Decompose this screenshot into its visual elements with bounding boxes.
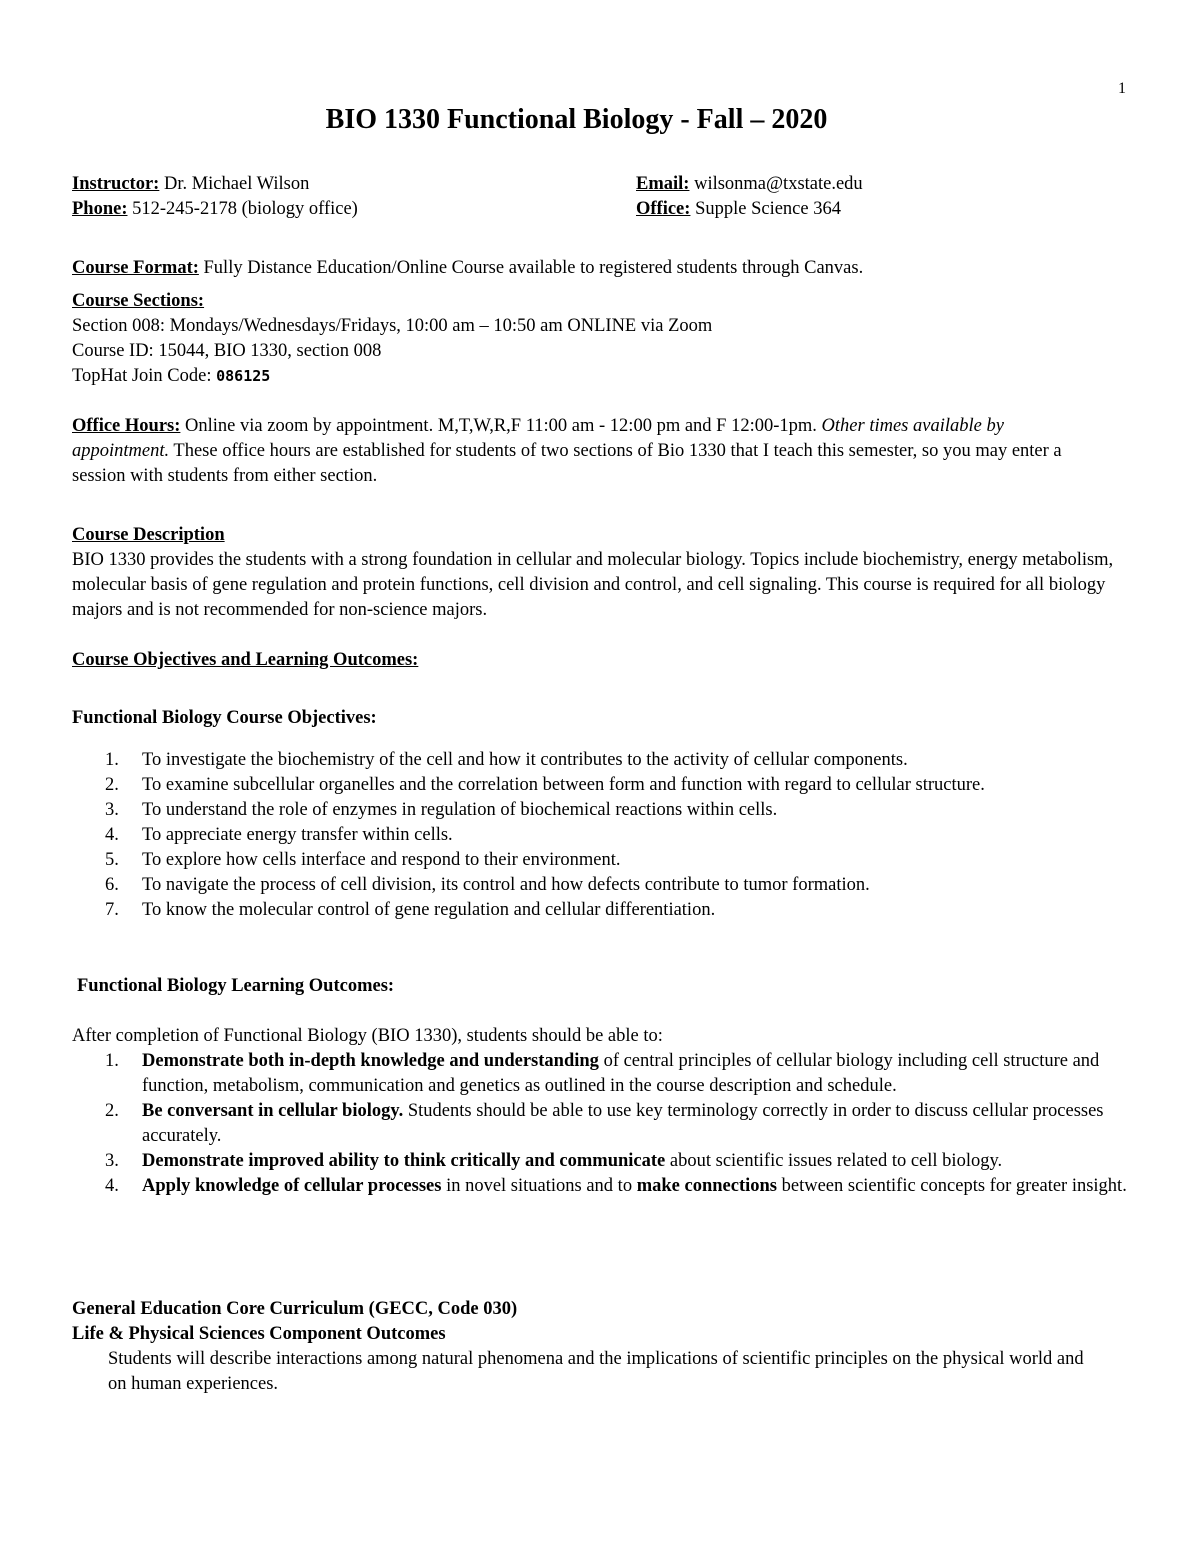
phone-value: 512-245-2178 (biology office): [127, 199, 358, 219]
office-hours-text: Online via zoom by appointment. M,T,W,R,F 11:00 am - 12:00 pm and F 12:00-1pm.: [180, 416, 822, 436]
outcomes-intro: After completion of Functional Biology (BIO 1330), students should be able to:: [72, 1026, 663, 1046]
gecc-text: Students will describe interactions among natural phenomena and the implications of scientific principles on the physical world and on human experiences.: [108, 1349, 1084, 1394]
document-title: BIO 1330 Functional Biology - Fall – 2020: [325, 104, 828, 135]
course-description-text: BIO 1330 provides the students with a strong foundation in cellular and molecular biology. Topics include biochemistry, energy metabolism, molecular basis of gene regulation and protein functions, cell division and control, and cell signaling. This course is required for all biology majors and is not recommended for non-science majors.: [72, 550, 1114, 620]
email-line: [636, 172, 863, 197]
course-sections: [72, 289, 1132, 389]
course-format-label: Course Format:: [72, 258, 199, 278]
tophat-line: [72, 364, 1132, 389]
phone-line: [72, 197, 358, 222]
page-number: 1: [1118, 80, 1126, 97]
list-item: 4. Apply knowledge of cellular processes in novel situations and to make connections between scientific concepts for greater insight.: [105, 1176, 1127, 1196]
instructor-line: [72, 172, 309, 197]
objectives-list: [72, 748, 1072, 923]
course-format-value: Fully Distance Education/Online Course available to registered students through Canvas.: [198, 258, 864, 278]
gecc-heading: General Education Core Curriculum (GECC, Code 030): [72, 1299, 518, 1319]
office-value: Supple Science 364: [690, 199, 841, 219]
office-hours-italic: Other times available by appointment.: [72, 416, 1004, 461]
list-item: 1. To investigate the biochemistry of the cell and how it contributes to the activity of cellular components.: [105, 750, 908, 770]
email-label: Email:: [636, 174, 690, 194]
list-item: 4. To appreciate energy transfer within cells.: [105, 825, 453, 845]
objectives-outcomes-heading: Course Objectives and Learning Outcomes:: [72, 650, 419, 670]
section-line: Section 008: Mondays/Wednesdays/Fridays, 10:00 am – 10:50 am ONLINE via Zoom: [72, 316, 713, 336]
outcomes-heading: Functional Biology Learning Outcomes:: [77, 976, 395, 996]
course-description-heading: Course Description: [72, 525, 225, 545]
office-label: Office:: [636, 199, 691, 219]
list-item: 7. To know the molecular control of gene regulation and cellular differentiation.: [105, 900, 716, 920]
office-hours: [72, 414, 1102, 489]
instructor-label: Instructor:: [72, 174, 160, 194]
phone-label: Phone:: [72, 199, 128, 219]
course-sections-label: Course Sections:: [72, 291, 205, 311]
objectives-heading: Functional Biology Course Objectives:: [72, 708, 377, 728]
gecc-subheading: Life & Physical Sciences Component Outcomes: [72, 1324, 446, 1344]
instructor-value: Dr. Michael Wilson: [159, 174, 310, 194]
list-item: 3. Demonstrate improved ability to think critically and communicate about scientific issues related to cell biology.: [105, 1151, 1003, 1171]
course-format: [72, 256, 1132, 281]
list-item: 6. To navigate the process of cell division, its control and how defects contribute to tumor formation.: [105, 875, 870, 895]
list-item: 1. Demonstrate both in-depth knowledge and understanding of central principles of cellular biology including cell structure and function, metabolism, communication and genetics as outlined in the course description and schedule.: [105, 1051, 1100, 1096]
list-item: 2. Be conversant in cellular biology. Students should be able to use key terminology correctly in order to discuss cellular processes accurately.: [105, 1101, 1104, 1146]
list-item: 5. To explore how cells interface and respond to their environment.: [105, 850, 621, 870]
list-item: 3. To understand the role of enzymes in regulation of biochemical reactions within cells.: [105, 800, 778, 820]
course-description: [72, 523, 1127, 623]
list-item: 2. To examine subcellular organelles and the correlation between form and function with regard to cellular structure.: [105, 775, 985, 795]
email-value[interactable]: wilsonma@txstate.edu: [689, 174, 863, 194]
office-hours-label: Office Hours:: [72, 416, 181, 436]
tophat-label: TopHat Join Code:: [72, 366, 217, 386]
office-hours-text-2: These office hours are established for students of two sections of Bio 1330 that I teach this semester, so you may enter a session with students from either section.: [72, 441, 1062, 486]
outcomes-list: [72, 1049, 1132, 1199]
office-line: [636, 197, 841, 222]
tophat-join-code: 086125: [216, 367, 271, 385]
course-id-line: Course ID: 15044, BIO 1330, section 008: [72, 341, 382, 361]
